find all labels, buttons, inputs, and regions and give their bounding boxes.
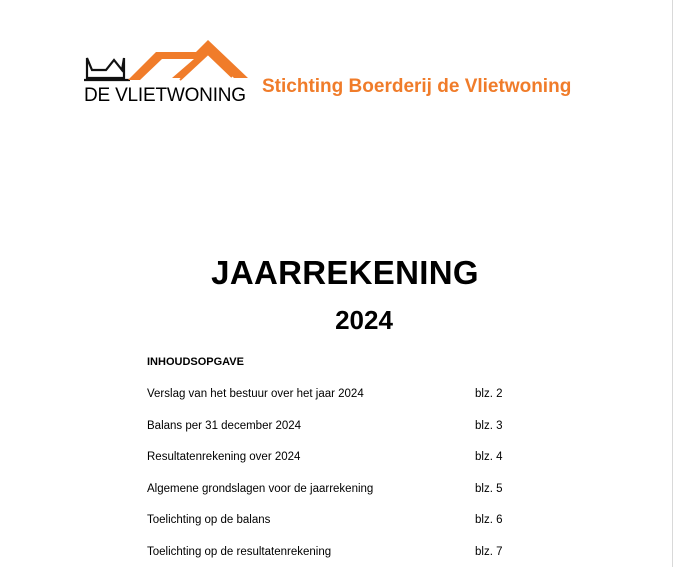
toc-item-page: blz. 5 (475, 482, 503, 495)
toc-item-label: Toelichting op de resultatenrekening (147, 545, 332, 558)
toc-item-label: Toelichting op de balans (147, 514, 271, 527)
logo-text: DE VLIETWONING (84, 85, 246, 106)
toc-item-label: Resultatenrekening over 2024 (147, 451, 301, 464)
document-year: 2024 (335, 305, 393, 335)
organization-name: Stichting Boerderij de Vlietwoning (262, 76, 572, 97)
table-of-contents (147, 387, 517, 577)
logo (84, 40, 250, 108)
toc-item (147, 450, 517, 482)
farmhouse-logo-icon (84, 40, 250, 85)
toc-item-page: blz. 2 (475, 388, 503, 400)
toc-item-page: blz. 6 (475, 514, 503, 527)
toc-item (147, 545, 517, 577)
toc-item (147, 513, 517, 545)
toc-item-label: Balans per 31 december 2024 (147, 419, 302, 432)
toc-item-label: Verslag van het bestuur over het jaar 2024 (147, 388, 364, 400)
toc-item-page: blz. 7 (475, 545, 503, 558)
toc-item-label: Algemene grondslagen voor de jaarrekening (147, 482, 374, 495)
toc-item (147, 419, 517, 451)
toc-item-page: blz. 4 (475, 451, 503, 464)
document-title: JAARREKENING (211, 254, 479, 291)
toc-item-page: blz. 3 (475, 419, 503, 432)
toc-item (147, 387, 517, 419)
toc-heading: INHOUDSOPGAVE (147, 356, 244, 368)
toc-item (147, 482, 517, 514)
